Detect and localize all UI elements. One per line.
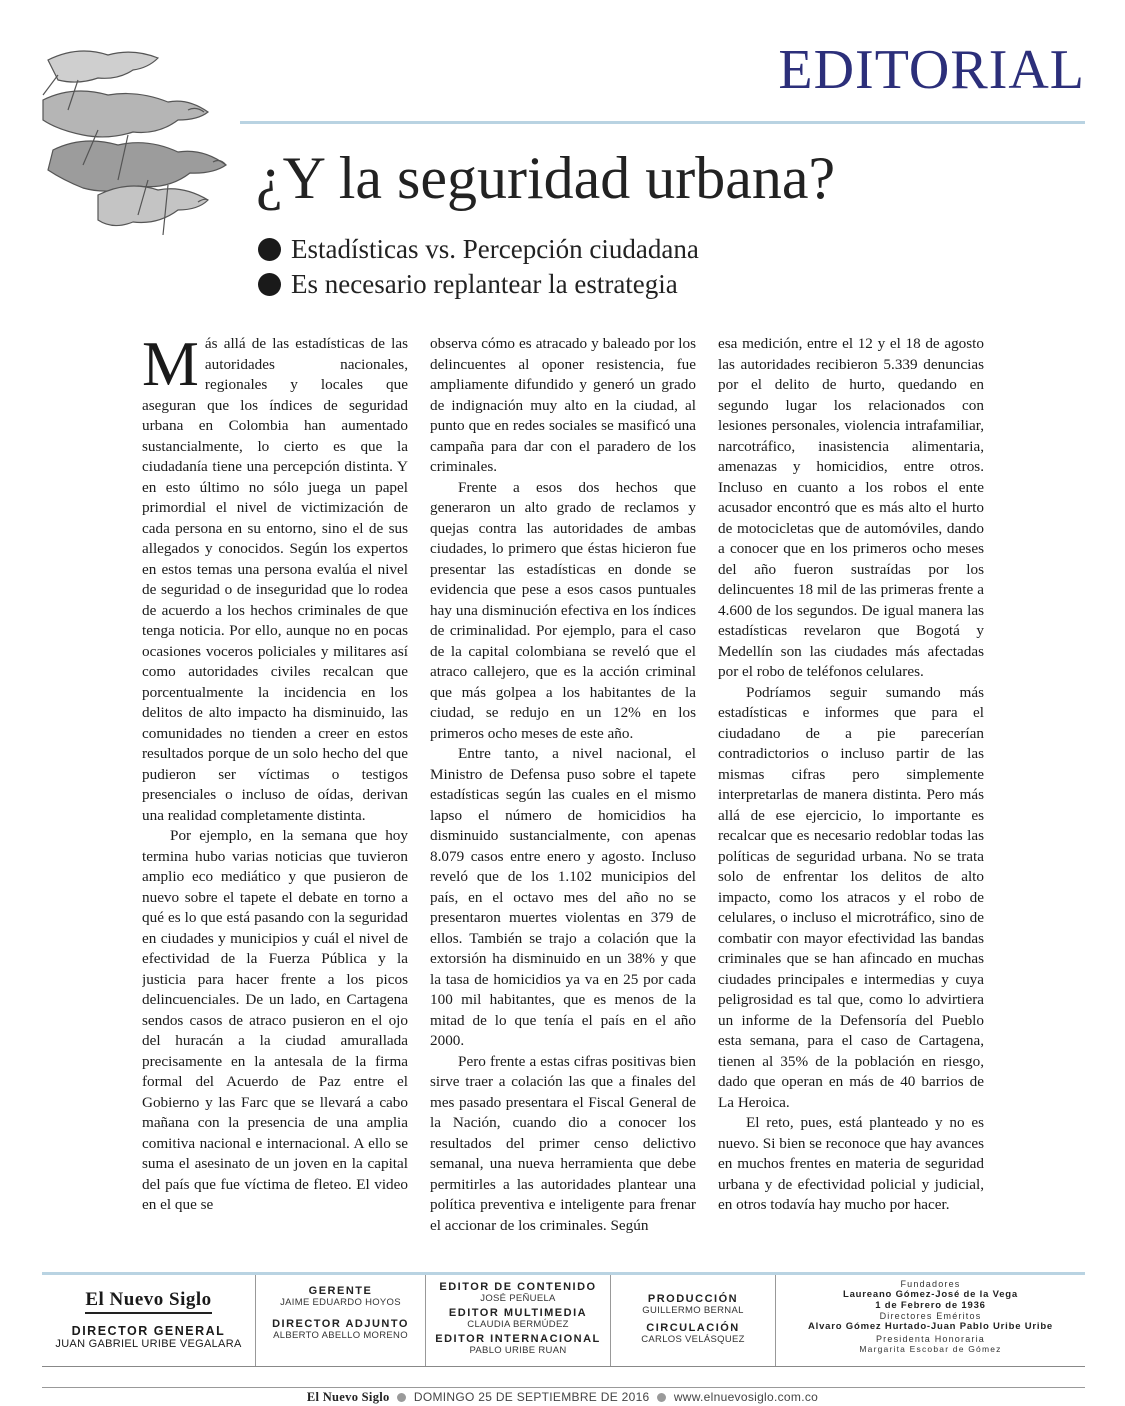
paragraph: Podríamos seguir sumando más estadísticas e informes que para el ciudadano de a pie parecerían contradictorios o incluso partir de las mismas cifras pero simplemente interpretarlas de manera distinta. Pero más allá de ese ejercicio, lo importante es recalcar que es necesario redoblar todas las políticas de seguridad urbana. No se trata solo de enfrentar los delitos de alto impacto, como los atracos y el robo de celulares, o incluso el microtráfico, sino de combatir con mayor efectividad las bandas criminales que se han afincado en muchas ciudades principales e intermedias y cuya peligrosidad es tal que, como lo advirtiera un informe de la Defensoría del Pueblo esta semana, para el caso de Cartagena, tienen al 35% de la población en riesgo, dado que operan en más de 40 barrios de La Heroica. xyxy=(718,683,984,1111)
bullet-icon xyxy=(258,238,281,261)
paragraph: Pero frente a estas cifras positivas bien sirve traer a colación las que a finales del mes pasado presentara el Fiscal General de la Nación, cuando dio a conocer los resultados del primer censo delictivo semanal, una nueva herramienta que debe permitirles a las autoridades plantear una política preventiva e inteligente para frenar el accionar de los criminales. Según xyxy=(430,1052,696,1234)
drop-cap: M xyxy=(142,334,199,399)
circulacion-title: CIRCULACIÓN xyxy=(646,1322,740,1334)
director-general-name: JUAN GABRIEL URIBE VEGALARA xyxy=(55,1338,242,1350)
editor-internacional-name: PABLO URIBE RUAN xyxy=(469,1345,567,1356)
footer-logo: El Nuevo Siglo xyxy=(306,1390,390,1404)
deck-item xyxy=(258,232,699,267)
produccion-name: GUILLERMO BERNAL xyxy=(642,1305,744,1316)
editor-contenido-title: EDITOR DE CONTENIDO xyxy=(439,1281,597,1293)
deck-item xyxy=(258,267,699,302)
dot-separator-icon xyxy=(657,1393,666,1402)
article-column-2 xyxy=(430,334,696,1239)
paragraph: Por ejemplo, en la semana que hoy termina hubo varias noticias que tuvieron amplio eco mediático y que pusieron de nuevo sobre el tapete el debate en torno a qué es lo que está pasando con la seguridad en ciudades y municipios y cuál el nivel de efectividad de la Fuerza Pública y la justicia para hacer frente a los picos delincuenciales. De un lado, en Cartagena sendos casos de atraco pusieron en el ojo del huracán a la ciudad amurallada precisamente en la antesala de la firma formal del Acuerdo de Paz entre el Gobierno y las Farc que se llevará a cabo mañana con la presencia de una amplia comitiva nacional e internacional. A ello se suma el asesinato de un joven en la capital del país que fue víctima de fleteo. El video en el que se xyxy=(142,827,408,1213)
masthead-management xyxy=(255,1275,425,1366)
masthead-founders xyxy=(775,1275,1085,1366)
gerente-name: JAIME EDUARDO HOYOS xyxy=(280,1297,401,1308)
header-divider xyxy=(240,121,1085,124)
paragraph: Más allá de las estadísticas de las autoridades nacionales, regionales y locales que aseguran que los índices de seguridad urbana en Colombia han aumentado sustancialmente, lo cierto es que la ciudadanía tiene una percepción distinta. Y en esto último no sólo juega un papel primordial el nivel de victimización de cada persona en su entorno, sino el de sus allegados y conocidos. Según los expertos en estos temas una persona evalúa el nivel de seguridad o de inseguridad que lo rodea de acuerdo a los hechos criminales de que tenga noticia. Por ello, aunque no en pocas ocasiones voceros policiales y militares así como autoridades civiles recalcan que porcentualmente la incidencia en los delitos de alto impacto ha disminuido, las comunidades no tienden a creer en estos resultados porque de un solo hecho del que pudieron ser víctimas o testigos presenciales o incluso de oídas, derivan una realidad completamente distinta. xyxy=(142,334,408,824)
horses-illustration-icon xyxy=(38,40,243,245)
deck-text: Es necesario replantear la estrategia xyxy=(291,269,678,299)
article-column-3 xyxy=(718,334,984,1239)
editor-internacional-title: EDITOR INTERNACIONAL xyxy=(435,1333,601,1345)
editor-multimedia-title: EDITOR MULTIMEDIA xyxy=(448,1307,588,1319)
dot-separator-icon xyxy=(397,1393,406,1402)
masthead-editors xyxy=(425,1275,610,1366)
fundadores-names: Laureano Gómez-José de la Vega xyxy=(843,1289,1018,1300)
editor-multimedia-name: CLAUDIA BERMÚDEZ xyxy=(467,1319,569,1330)
paragraph: Entre tanto, a nivel nacional, el Ministro de Defensa puso sobre el tapete estadísticas según las cuales en el mismo lapso el número de homicidios ha disminuido sustancialmente, con apenas 8.079 casos entre enero y agosto. Incluso reveló que de los 1.102 municipios del país, en el octavo mes del año no se presentaron muertes violentas en 379 de ellos. También se trajo a colación que la extorsión ha disminuido en un 38% y que la tasa de homicidios ya va en 25 por cada 100 mil habitantes, que es menos de la mitad de lo que tenía el país en el año 2000. xyxy=(430,745,696,1049)
bullet-icon xyxy=(258,273,281,296)
gerente-title: GERENTE xyxy=(308,1285,373,1297)
director-adjunto-name: ALBERTO ABELLO MORENO xyxy=(273,1330,408,1341)
deck xyxy=(258,232,699,302)
paragraph: observa cómo es atracado y baleado por los delincuentes al oponer resistencia, fue ampliamente difundido y generó un grado de indignación muy alto en la ciudad, al punto que en redes sociales se masificó una campaña para dar con el paradero de los criminales. xyxy=(430,335,696,475)
presidenta-title: Presidenta Honoraria xyxy=(875,1334,986,1344)
director-general-title: DIRECTOR GENERAL xyxy=(71,1324,226,1338)
paragraph: El reto, pues, está planteado y no es nuevo. Si bien se reconoce que hay avances en muchos frentes en materia de seguridad urbana y de efectividad policial y judicial, en otros todavía hay mucho por hacer. xyxy=(718,1114,984,1213)
article-column-1 xyxy=(142,334,408,1239)
editor-contenido-name: JOSÉ PEÑUELA xyxy=(480,1293,556,1304)
paragraph: esa medición, entre el 12 y el 18 de agosto las autoridades recibieron 5.339 denuncias por el delito de hurto, quedando en segundo lugar los relacionados con lesiones personales, violencia intrafamiliar, narcotráfico, inasistencia alimentaria, amenazas y homicidios, entre otros. Incluso en cuanto a los robos el ente acusador encontró que es más alto el hurto de motocicletas que de automóviles, dando a conocer que en los primeros ocho meses del año fueron sustraídas por los delincuentes 18 mil de las primeras frente a 4.600 de los segundos. De igual manera las estadísticas revelaron que Bogotá y Medellín son las ciudades más afectadas por el robo de teléfonos celulares. xyxy=(718,335,984,680)
masthead-box xyxy=(42,1272,1085,1367)
masthead-operations xyxy=(610,1275,775,1366)
paragraph: Frente a esos dos hechos que generaron un alto grado de reclamos y quejas contra las autoridades de ambas ciudades, lo primero que éstas hicieron fue presentar las estadísticas en donde se evidencia que pese a esos casos puntuales hay una disminución efectiva en los índices de criminalidad. Por ejemplo, para el caso de la capital colombiana se reveló que el atraco callejero, que es la acción criminal que más golpea a los habitantes de la ciudad, se redujo en un 12% en los primeros ocho meses de este año. xyxy=(430,478,696,742)
produccion-title: PRODUCCIÓN xyxy=(647,1293,739,1305)
page-footer xyxy=(0,1390,1125,1405)
emeritos-names: Alvaro Gómez Hurtado-Juan Pablo Uribe Uribe xyxy=(807,1321,1054,1332)
article-body xyxy=(142,334,984,1239)
footer-date: DOMINGO 25 DE SEPTIEMBRE DE 2016 xyxy=(413,1390,650,1404)
masthead-director xyxy=(42,1275,255,1366)
circulacion-name: CARLOS VELÁSQUEZ xyxy=(641,1334,745,1345)
presidenta-name: Margarita Escobar de Gómez xyxy=(859,1344,1002,1354)
headline: ¿Y la seguridad urbana? xyxy=(256,145,836,211)
deck-text: Estadísticas vs. Percepción ciudadana xyxy=(291,234,699,264)
fundadores-title: Fundadores xyxy=(900,1279,961,1289)
fundacion-fecha: 1 de Febrero de 1936 xyxy=(875,1300,986,1311)
director-adjunto-title: DIRECTOR ADJUNTO xyxy=(272,1318,409,1330)
section-label: EDITORIAL xyxy=(778,39,1085,101)
footer-divider xyxy=(42,1387,1085,1388)
masthead-logo: El Nuevo Siglo xyxy=(85,1289,211,1314)
emeritos-title: Directores Eméritos xyxy=(879,1311,982,1321)
footer-website: www.elnuevosiglo.com.co xyxy=(673,1390,819,1404)
